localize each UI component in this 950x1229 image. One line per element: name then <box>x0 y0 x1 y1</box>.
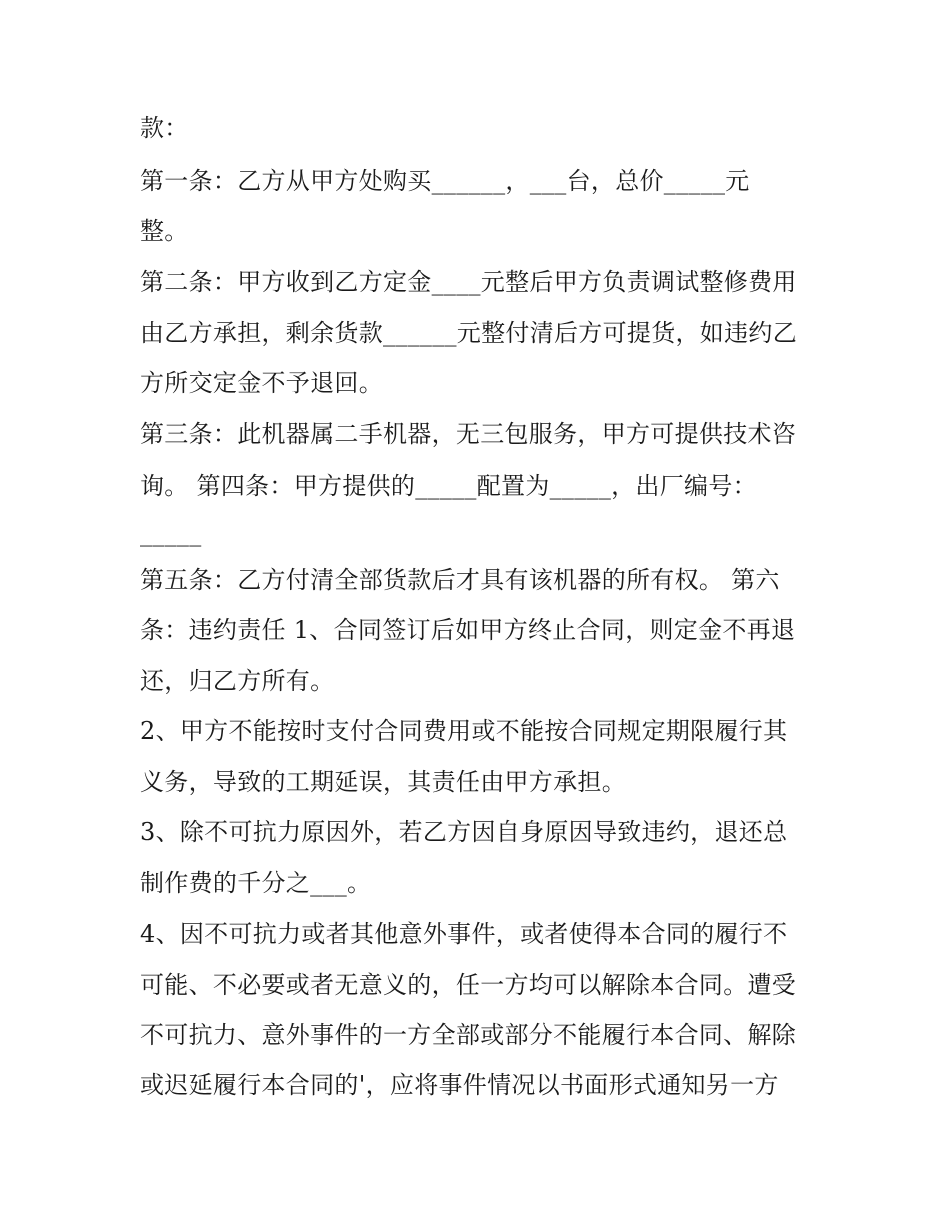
text-line-01: 款： <box>140 114 189 142</box>
text-line-16: 制作费的千分之___。 <box>140 869 372 897</box>
text-line-17: 4、因不可抗力或者其他意外事件，或者使得本合同的履行不 <box>140 920 788 948</box>
text-line-04: 第二条：甲方收到乙方定金____元整后甲方负责调试整修费用 <box>140 268 797 296</box>
text-line-20: 或迟延履行本合同的'，应将事件情况以书面形式通知另一方 <box>140 1071 779 1099</box>
text-line-03: 整。 <box>140 217 189 245</box>
text-line-12: 还，归乙方所有。 <box>140 667 335 695</box>
text-line-19: 不可抗力、意外事件的一方全部或部分不能履行本合同、解除 <box>140 1021 797 1049</box>
text-line-11: 条：违约责任 1、合同签订后如甲方终止合同，则定金不再退 <box>140 616 796 644</box>
text-line-09: _____ <box>140 519 202 547</box>
text-line-05: 由乙方承担，剩余货款______元整付清后方可提货，如违约乙 <box>140 319 797 347</box>
text-line-15: 3、除不可抗力原因外，若乙方因自身原因导致违约，退还总 <box>140 818 788 846</box>
text-line-14: 义务，导致的工期延误，其责任由甲方承担。 <box>140 768 626 796</box>
text-line-07: 第三条：此机器属二手机器，无三包服务，甲方可提供技术咨 <box>140 420 797 448</box>
text-line-13: 2、甲方不能按时支付合同费用或不能按合同规定期限履行其 <box>140 717 788 745</box>
text-line-08: 询。 第四条：甲方提供的_____配置为_____，出厂编号： <box>140 472 757 500</box>
text-line-10: 第五条：乙方付清全部货款后才具有该机器的所有权。 第六 <box>140 566 780 594</box>
text-line-18: 可能、不必要或者无意义的，任一方均可以解除本合同。遭受 <box>140 971 797 999</box>
text-line-06: 方所交定金不予退回。 <box>140 369 383 397</box>
text-line-02: 第一条：乙方从甲方处购买______，___台，总价_____元 <box>140 167 750 195</box>
